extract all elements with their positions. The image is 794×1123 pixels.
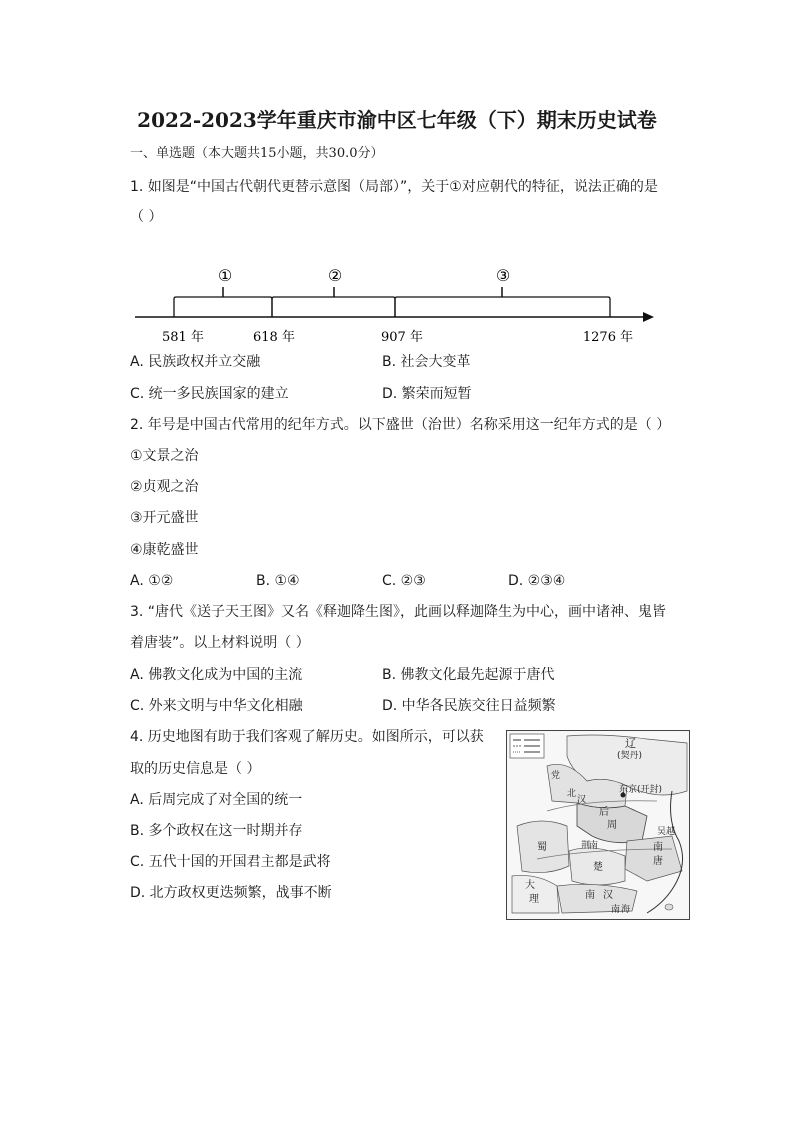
- q1-option-d[interactable]: D. 繁荣而短暂: [382, 386, 472, 402]
- q2-option-a[interactable]: A. ①②: [130, 573, 174, 589]
- q2-option-c[interactable]: C. ②③: [382, 573, 426, 589]
- q2-option-b[interactable]: B. ①④: [256, 573, 300, 589]
- q1-timeline: [0, 0, 794, 360]
- marker-2: ②: [327, 266, 343, 285]
- map-label-han: 汉: [577, 795, 587, 805]
- marker-3: ③: [495, 266, 511, 285]
- q2-option-d[interactable]: D. ②③④: [508, 573, 566, 589]
- timeline-arrow-icon: [643, 312, 654, 322]
- year-581: 581 年: [162, 330, 204, 345]
- q3-stem-line2: 着唐装”。以上材料说明（ ）: [130, 635, 310, 651]
- marker-1: ①: [217, 266, 233, 285]
- year-618: 618 年: [253, 330, 295, 345]
- q4-historical-map: [506, 730, 690, 920]
- q1-option-c[interactable]: C. 统一多民族国家的建立: [130, 386, 289, 402]
- q4-option-d[interactable]: D. 北方政权更迭频繁，战事不断: [130, 885, 332, 901]
- map-label-zhou: 周: [607, 820, 617, 831]
- q3-option-c[interactable]: C. 外来文明与中华文化相融: [130, 698, 303, 714]
- section-heading: 一、单选题（本大题共15小题，共30.0分）: [130, 146, 384, 161]
- q4-option-a[interactable]: A. 后周完成了对全国的统一: [130, 792, 303, 808]
- q2-item-4: ④康乾盛世: [130, 542, 199, 558]
- q4-option-b[interactable]: B. 多个政权在这一时期并存: [130, 823, 303, 839]
- q2-item-1: ①文景之治: [130, 448, 199, 464]
- q1-option-a[interactable]: A. 民族政权并立交融: [130, 354, 261, 370]
- map-label-chu: 楚: [593, 862, 603, 873]
- q4-option-c[interactable]: C. 五代十国的开国君主都是武将: [130, 854, 331, 870]
- map-label-nan: 南: [653, 842, 663, 853]
- map-label-nan2: 南: [585, 890, 595, 901]
- map-label-dongjing: 东京(开封): [619, 785, 663, 795]
- map-label-da: 大: [525, 880, 535, 891]
- map-label-nanhai-2: 海: [621, 905, 631, 915]
- map-label-li: 理: [529, 894, 539, 905]
- map-label-shu: 蜀: [537, 842, 547, 853]
- map-label-liao: 辽: [625, 737, 636, 750]
- q4-stem-line2: 取的历史信息是（ ）: [130, 761, 261, 777]
- map-label-qidan: (契丹): [617, 751, 643, 761]
- q1-stem-bracket: （ ）: [130, 209, 163, 225]
- bracket-3: [395, 297, 610, 317]
- map-label-dang: 党: [551, 771, 561, 781]
- q2-stem: 2. 年号是中国古代常用的纪年方式。以下盛世（治世）名称采用这一纪年方式的是（ ）: [130, 417, 671, 433]
- map-label-tang: 唐: [653, 856, 663, 867]
- map-label-wuyue: 吴越: [657, 827, 676, 837]
- map-label-nanhai-1: 南: [611, 905, 621, 915]
- q3-option-a[interactable]: A. 佛教文化成为中国的主流: [130, 667, 303, 683]
- q1-stem: 1. 如图是“中国古代朝代更替示意图（局部）”，关于①对应朝代的特征，说法正确的是: [130, 179, 658, 195]
- map-label-bei: 北: [567, 789, 577, 799]
- map-label-han2: 汉: [603, 890, 613, 901]
- q1-option-b[interactable]: B. 社会大变革: [382, 354, 471, 370]
- q3-stem-line1: 3. “唐代《送子天王图》又名《释迦降生图》，此画以释迦降生为中心，画中诸神、鬼皆: [130, 604, 667, 620]
- year-907: 907 年: [381, 330, 423, 345]
- q2-item-2: ②贞观之治: [130, 479, 199, 495]
- page-title: 2022-2023学年重庆市渝中区七年级（下）期末历史试卷: [137, 108, 657, 132]
- year-1276: 1276 年: [582, 330, 634, 345]
- map-label-hou: 后: [599, 807, 609, 818]
- bracket-1: [174, 297, 272, 317]
- q2-item-3: ③开元盛世: [130, 510, 199, 526]
- q4-stem-line1: 4. 历史地图有助于我们客观了解历史。如图所示，可以获: [130, 729, 484, 745]
- bracket-2: [272, 297, 395, 317]
- q3-option-d[interactable]: D. 中华各民族交往日益频繁: [382, 698, 556, 714]
- q3-option-b[interactable]: B. 佛教文化最先起源于唐代: [382, 667, 555, 683]
- map-label-jingnan: 南: [589, 841, 599, 851]
- map-label-jing: 荆: [581, 841, 591, 851]
